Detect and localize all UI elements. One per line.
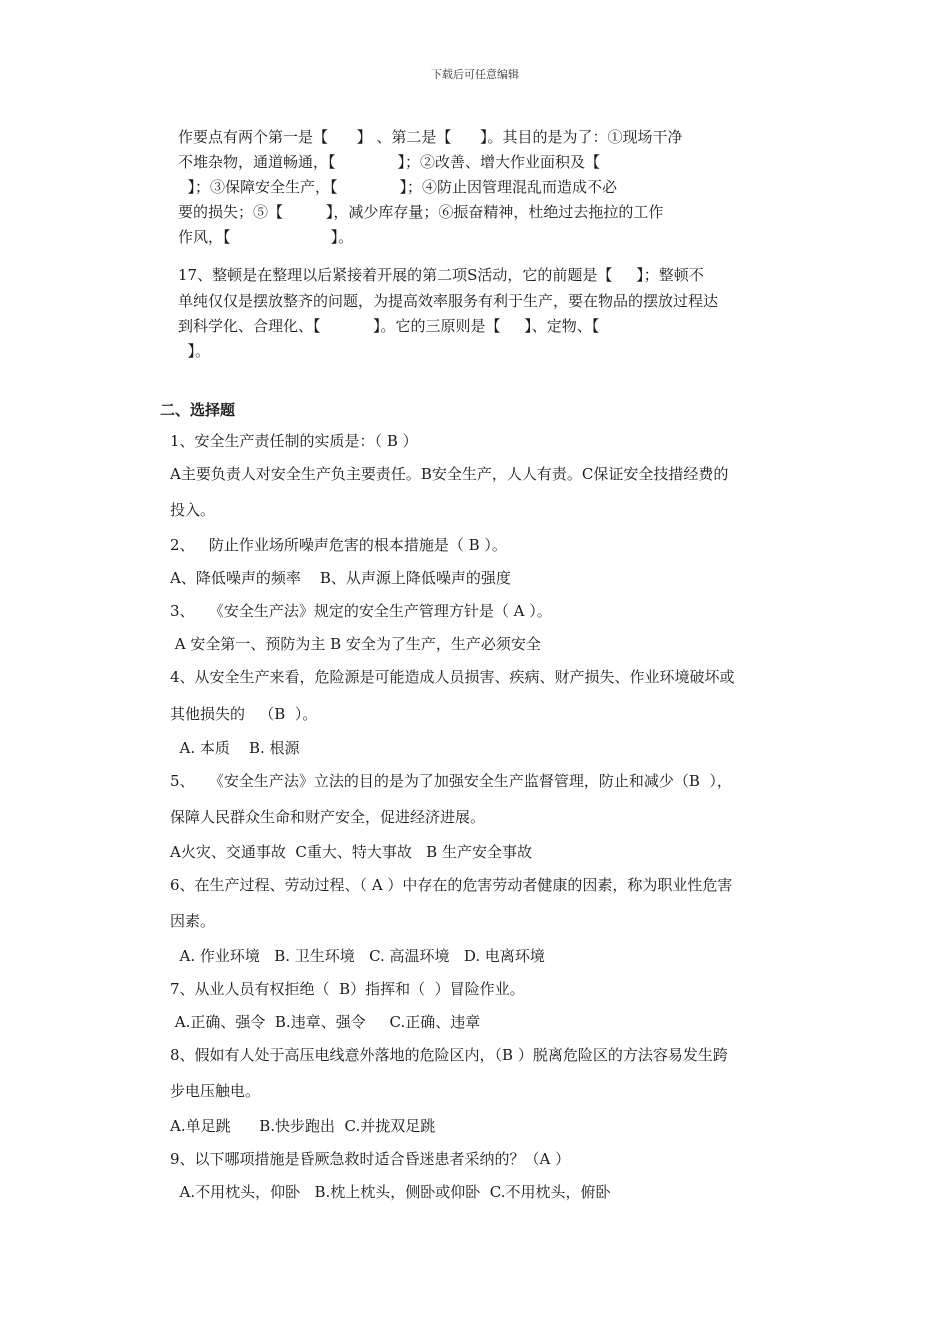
text-line: 保障人民群众生命和财产安全，促进经济进展。 <box>170 808 486 826</box>
text-line: 】；③保障安全生产，【 】；④防止因管理混乱而造成不必 <box>178 178 618 196</box>
text-line: 6、在生产过程、劳动过程、（ A ）中存在的危害劳动者健康的因素，称为职业性危害 <box>170 876 733 894</box>
text-line: 因素。 <box>170 912 216 930</box>
text-line: 7、从业人员有权拒绝（ B）指挥和（ ）冒险作业。 <box>170 980 525 998</box>
text-line: 其他损失的 （B ）。 <box>170 705 318 723</box>
text-line: 作风，【 】。 <box>178 228 354 246</box>
text-line: A.正确、强令 B.违章、强令 C.正确、违章 <box>170 1013 481 1031</box>
text-line: 】。 <box>178 342 211 360</box>
text-line: 不堆杂物，通道畅通，【 】；②改善、增大作业面积及【 <box>178 153 600 171</box>
text-line: A.单足跳 B.快步跑出 C.并拢双足跳 <box>170 1117 436 1135</box>
text-line: A、降低噪声的频率 B、从声源上降低噪声的强度 <box>170 569 511 587</box>
text-line: 8、假如有人处于高压电线意外落地的危险区内，（B ）脱离危险区的方法容易发生跨 <box>170 1046 728 1064</box>
text-line: 4、从安全生产来看，危险源是可能造成人员损害、疾病、财产损失、作业环境破坏或 <box>170 668 735 686</box>
text-line: A火灾、交通事故 C重大、特大事故 B 生产安全事故 <box>170 843 532 861</box>
text-line: A.不用枕头，仰卧 B.枕上枕头，侧卧或仰卧 C.不用枕头，俯卧 <box>170 1183 611 1201</box>
text-line: 单纯仅仅是摆放整齐的问题，为提高效率服务有利于生产，要在物品的摆放过程达 <box>178 292 719 310</box>
text-line: 9、以下哪项措施是昏厥急救时适合昏迷患者采纳的？（A ） <box>170 1150 571 1168</box>
text-line: A. 本质 B. 根源 <box>170 739 300 757</box>
text-line: A主要负责人对安全生产负主要责任。B安全生产，人人有责。C保证安全技措经费的 <box>170 465 729 483</box>
text-line: A 安全第一、预防为主 B 安全为了生产，生产必须安全 <box>170 635 541 653</box>
text-line: 5、 《安全生产法》立法的目的是为了加强安全生产监督管理，防止和减少（B ）， <box>170 772 732 790</box>
text-line: A. 作业环境 B. 卫生环境 C. 高温环境 D. 电离环境 <box>170 947 545 965</box>
section-title: 二、选择题 <box>160 401 236 419</box>
text-line: 步电压触电。 <box>170 1082 261 1100</box>
page-header: 下载后可任意编辑 <box>431 68 519 81</box>
text-line: 投入。 <box>170 501 216 519</box>
text-line: 要的损失；⑤【 】，减少库存量；⑥振奋精神，杜绝过去拖拉的工作 <box>178 203 664 221</box>
text-line: 作要点有两个第一是【 】 、第二是【 】。其目的是为了：①现场干净 <box>178 128 683 146</box>
text-line: 2、 防止作业场所噪声危害的根本措施是（ B ）。 <box>170 536 507 554</box>
text-line: 1、安全生产责任制的实质是：（ B ） <box>170 432 418 450</box>
text-line: 到科学化、合理化、【 】。它的三原则是【 】、定物、【 <box>178 317 600 335</box>
text-line: 3、 《安全生产法》规定的安全生产管理方针是（ A ）。 <box>170 602 552 620</box>
text-line: 17、整顿是在整理以后紧接着开展的第二项S活动，它的前题是【 】；整顿不 <box>178 266 704 284</box>
